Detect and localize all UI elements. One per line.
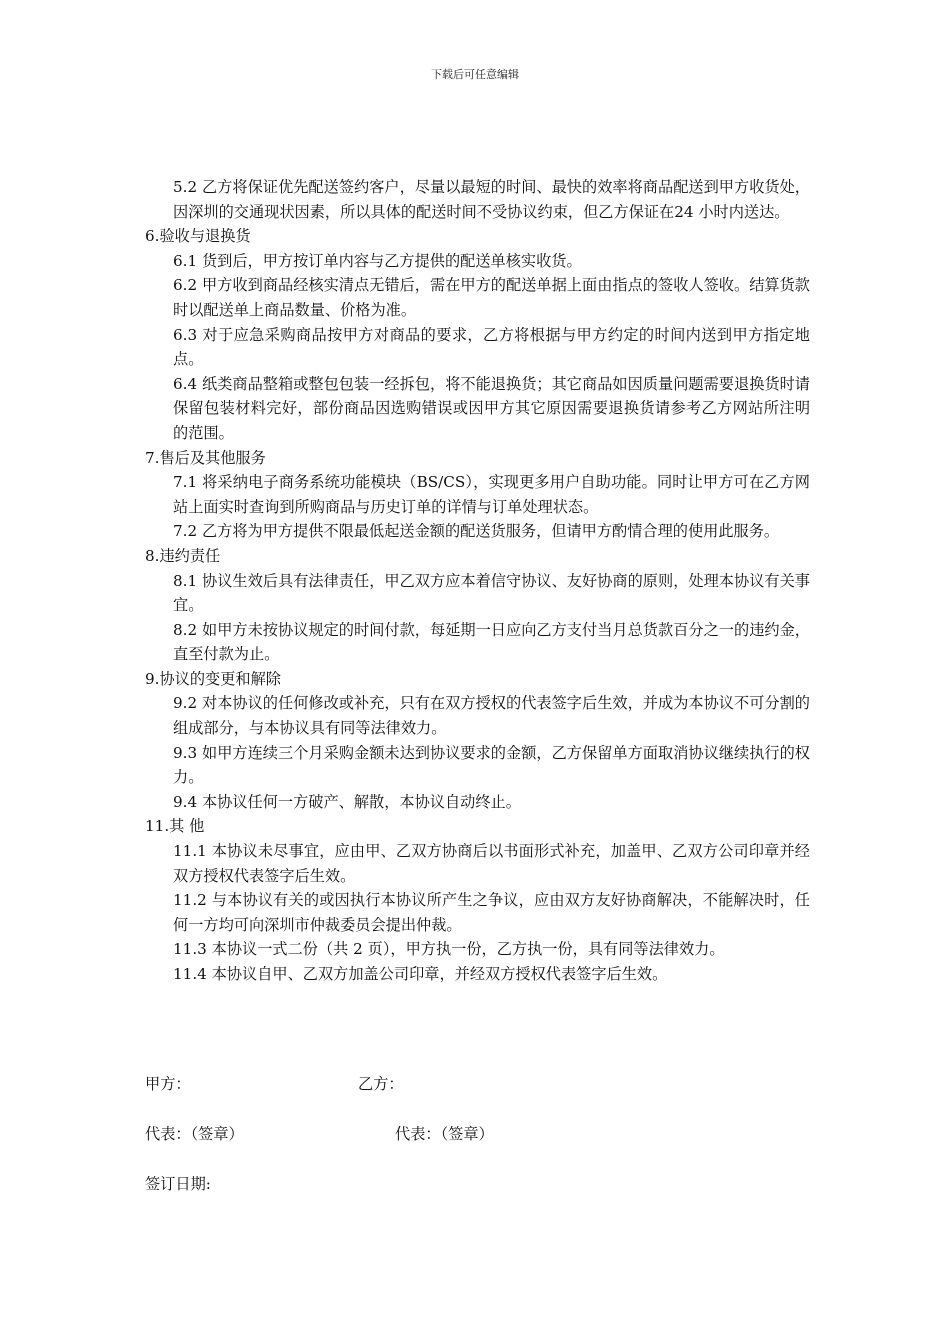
clause: 6.4 纸类商品整箱或整包包装一经拆包，将不能退换货；其它商品如因质量问题需要退换货时请保留包装材料完好，部份商品因选购错误或因甲方其它原因需要退换货请参考乙方网站所注明的范围。 [173, 374, 810, 442]
representative-b-label: 代表：（签章） [395, 1125, 494, 1143]
party-a-label: 甲方： [145, 1075, 191, 1093]
section [145, 814, 810, 986]
section-heading: 8.违约责任 [145, 546, 221, 565]
section-heading: 7.售后及其他服务 [145, 448, 266, 467]
document-body [145, 175, 810, 987]
section-heading: 9.协议的变更和解除 [145, 669, 281, 688]
clause: 6.1 货到后，甲方按订单内容与乙方提供的配送单核实收货。 [173, 251, 582, 270]
clause: 6.2 甲方收到商品经核实清点无错后，需在甲方的配送单据上面由指点的签收人签收。结算货款时以配送单上商品数量、价格为准。 [173, 276, 810, 319]
clause: 6.3 对于应急采购商品按甲方对商品的要求，乙方将根据与甲方约定的时间内送到甲方指定地点。 [173, 325, 810, 369]
page-header: 下载后可任意编辑 [431, 68, 519, 81]
clause: 9.3 如甲方连续三个月采购金额未达到协议要求的金额，乙方保留单方面取消协议继续执行的权力。 [173, 743, 810, 787]
section [145, 446, 810, 544]
clause-5-2: 5.2 乙方将保证优先配送签约客户，尽量以最短的时间、最快的效率将商品配送到甲方收货处，因深圳的交通现状因素，所以具体的配送时间不受协议约束，但乙方保证在24 小时内送达。 [173, 178, 810, 221]
signing-date-label: 签订日期: [145, 1175, 211, 1193]
clause: 9.4 本协议任何一方破产、解散，本协议自动终止。 [173, 792, 521, 811]
clause: 8.2 如甲方未按协议规定的时间付款，每延期一日应向乙方支付当月总货款百分之一的违约金，直至付款为止。 [173, 620, 810, 664]
clause: 9.2 对本协议的任何修改或补充，只有在双方授权的代表签字后生效，并成为本协议不可分割的组成部分，与本协议具有同等法律效力。 [173, 694, 810, 738]
clause: 11.3 本协议一式二份（共 2 页），甲方执一份，乙方执一份，具有同等法律效力。 [173, 940, 725, 959]
clause: 7.2 乙方将为甲方提供不限最低起送金额的配送货服务，但请甲方酌情合理的使用此服务。 [173, 522, 780, 541]
section-heading: 11.其 他 [145, 817, 205, 836]
clause: 7.1 将采纳电子商务系统功能模块（BS/CS），实现更多用户自助功能。同时让甲方可在乙方网站上面实时查询到所购商品与历史订单的详情与订单处理状态。 [173, 473, 810, 516]
party-b-label: 乙方： [358, 1075, 404, 1093]
section [145, 667, 810, 815]
clause: 11.2 与本协议有关的或因执行本协议所产生之争议，应由双方友好协商解决，不能解决时，任何一方均可向深圳市仲裁委员会提出仲裁。 [173, 891, 810, 934]
representative-a-label: 代表：（签章） [145, 1125, 244, 1143]
section [145, 544, 810, 667]
section-heading: 6.验收与退换货 [145, 227, 251, 246]
sections-container [145, 224, 810, 986]
clause: 11.1 本协议未尽事宜，应由甲、乙双方协商后以书面形式补充，加盖甲、乙双方公司印章并经双方授权代表签字后生效。 [173, 842, 810, 885]
clause: 11.4 本协议自甲、乙双方加盖公司印章，并经双方授权代表签字后生效。 [173, 965, 668, 983]
section [145, 224, 810, 445]
clause: 8.1 协议生效后具有法律责任，甲乙双方应本着信守协议、友好协商的原则，处理本协议有关事宜。 [173, 571, 810, 615]
